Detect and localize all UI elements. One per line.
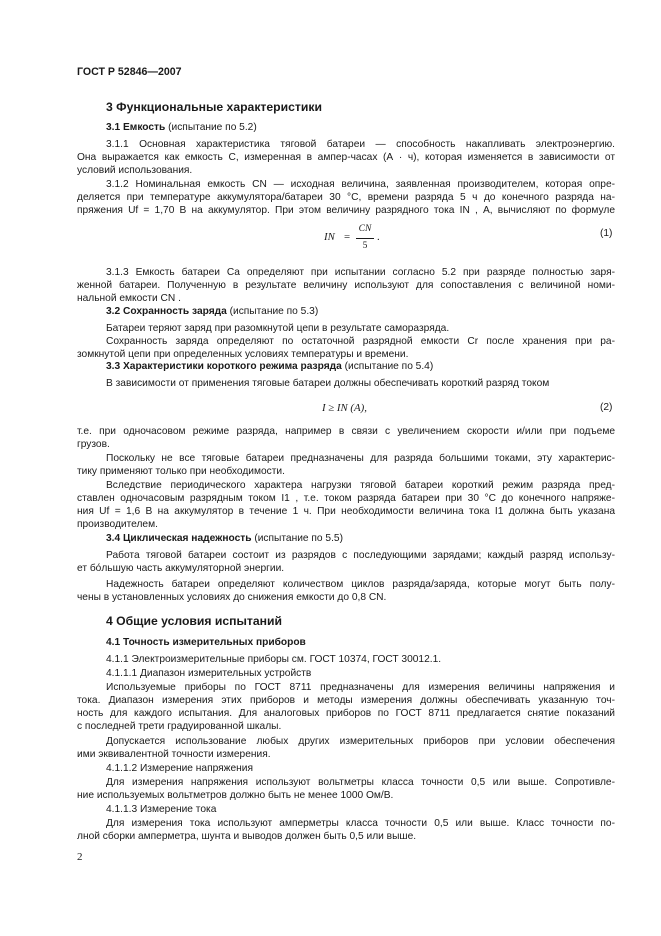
paragraph-line: Работа тяговой батареи состоит из разрядов с последующими зарядами; каждый разряд использу- [106, 550, 615, 561]
section-4-1-heading [106, 637, 306, 648]
paragraph-line: деляется при температуре аккумулятора/батареи 30 °С, времени разряда 5 ч до конечного разряда на- [77, 192, 615, 203]
paragraph-line: грузов. [77, 439, 110, 450]
section-3-3-heading [106, 361, 433, 372]
section-3-4-note: (испытание по 5.5) [251, 533, 343, 544]
paragraph-line: В зависимости от применения тяговые батареи должны обеспечивать короткий разряд током [106, 378, 550, 389]
section-3-1-number: 3.1 Емкость [106, 122, 166, 133]
paragraph-line: с последней трети градуированной шкалы. [77, 721, 282, 732]
paragraph-line: нальной емкости CN . [77, 293, 181, 304]
paragraph-line: Она выражается как емкость C, измеренная в ампер-часах (А · ч), которая изменяется в зависимости от [77, 152, 615, 163]
paragraph-line: 4.1.1 Электроизмерительные приборы см. ГОСТ 10374, ГОСТ 30012.1. [106, 654, 442, 665]
paragraph-line: Допускается использование любых других измерительных приборов при условии обеспечения [106, 736, 615, 747]
section-4-1-number: 4.1 Точность измерительных приборов [106, 637, 306, 648]
paragraph-line: Вследствие периодического характера нагрузки тяговой батареи короткий режим разряда пред- [106, 480, 615, 491]
section-4-title: 4 Общие условия испытаний [106, 614, 283, 628]
formula-1-denominator: 5 [362, 241, 368, 251]
paragraph-line: 3.1.1 Основная характеристика тяговой батареи — способность накапливать электроэнергию. [106, 139, 615, 150]
formula-1-numerator: CN [358, 224, 372, 234]
section-3-2-note: (испытание по 5.3) [226, 306, 319, 317]
paragraph-line: 4.1.1.1 Диапазон измерительных устройств [106, 668, 312, 679]
paragraph-line: Сохранность заряда определяют по остаточной разрядной емкости Cr после хранения при ра- [106, 336, 615, 347]
section-3-3-number: 3.3 Характеристики короткого режима разряда [106, 361, 342, 372]
paragraph-line: 4.1.1.2 Измерение напряжения [106, 763, 253, 774]
section-3-4-heading [106, 533, 343, 544]
paragraph-line: тока. Диапазон измерения этих приборов и методы измерения должны обеспечивать указанную точ- [77, 695, 615, 706]
paragraph-line: ет бо́льшую часть аккумуляторной энергии. [77, 563, 285, 574]
paragraph-line: тику применяют только при необходимости. [77, 466, 285, 477]
paragraph-line: 4.1.1.3 Измерение тока [106, 804, 217, 815]
formula-1-equals: = [344, 231, 351, 243]
section-3-3-note: (испытание по 5.4) [341, 361, 434, 372]
paragraph-line: чены в установленных условиях до снижения емкости до 0,8 CN. [77, 592, 387, 603]
page-number: 2 [77, 851, 83, 863]
paragraph-line: ния Uf = 1,6 В на аккумулятор в течение 1 ч. При необходимости величина тока I1 должна быть указана [77, 506, 615, 517]
formula-2: I ≥ IN (A), [322, 402, 367, 414]
section-3-title: 3 Функциональные характеристики [106, 100, 322, 114]
paragraph-line: Для измерения напряжения используют вольтметры класса точности 0,5 или выше. Сопротивле- [106, 777, 615, 788]
paragraph-line: женной батареи. Полученную в результате величину используют для сопоставления с величиной номи- [77, 280, 615, 291]
formula-1-fraction-bar [356, 238, 374, 239]
document-header: ГОСТ Р 52846—2007 [77, 66, 182, 78]
paragraph-line: 3.1.3 Емкость батареи Ca определяют при испытании согласно 5.2 при разряде полностью заря- [106, 267, 615, 278]
paragraph-line: Для измерения тока используют амперметры класса точности 0,5 или выше. Класс точности по- [106, 818, 615, 829]
paragraph-line: ние используемых вольтметров должно быть не менее 1000 Ом/В. [77, 790, 394, 801]
paragraph-line: ими эквивалентной точности измерения. [77, 749, 271, 760]
section-3-1-note: (испытание по 5.2) [165, 122, 257, 133]
section-3-2-number: 3.2 Сохранность заряда [106, 306, 227, 317]
paragraph-line: ставлен одночасовым разрядным током I1 , т.е. током разряда батареи при 30 °С до конечного напряже- [77, 493, 615, 504]
paragraph-line: Поскольку не все тяговые батареи предназначены для разряда большими токами, эту характерис- [106, 453, 615, 464]
paragraph-line: Батареи теряют заряд при разомкнутой цепи в результате саморазряда. [106, 323, 450, 334]
formula-2-label: (2) [600, 402, 613, 413]
section-3-2-heading [106, 306, 318, 317]
paragraph-line: лной сборки амперметра, шунта и выводов должен быть 0,5 или выше. [77, 831, 417, 842]
paragraph-line: условий использования. [77, 165, 193, 176]
paragraph-line: 3.1.2 Номинальная емкость CN — исходная величина, заявленная производителем, которая опре- [106, 179, 615, 190]
section-3-1-heading [106, 122, 257, 133]
formula-1-tail: . [377, 231, 380, 243]
paragraph-line: производителем. [77, 519, 158, 530]
paragraph-line: ность для каждого испытания. Для аналоговых приборов по ГОСТ 8711 предлагается снятие показаний [77, 708, 615, 719]
paragraph-line: пряжения Uf = 1,70 В на аккумулятор. При этом величину разрядного тока IN , А, вычисляют по формуле [77, 205, 615, 216]
paragraph-line: т.е. при одночасовом режиме разряда, например в связи с увеличением скорости и/или при подъеме [77, 426, 615, 437]
formula-1-label: (1) [600, 228, 613, 239]
paragraph-line: Используемые приборы по ГОСТ 8711 предназначены для измерения величины напряжения и [106, 682, 615, 693]
paragraph-line: Надежность батареи определяют количеством циклов разряда/заряда, которые могут быть полу- [106, 579, 615, 590]
formula-1-lhs: IN [324, 231, 335, 243]
section-3-4-number: 3.4 Циклическая надежность [106, 533, 252, 544]
paragraph-line: зомкнутой цепи при определенных условиях температуры и времени. [77, 349, 409, 360]
